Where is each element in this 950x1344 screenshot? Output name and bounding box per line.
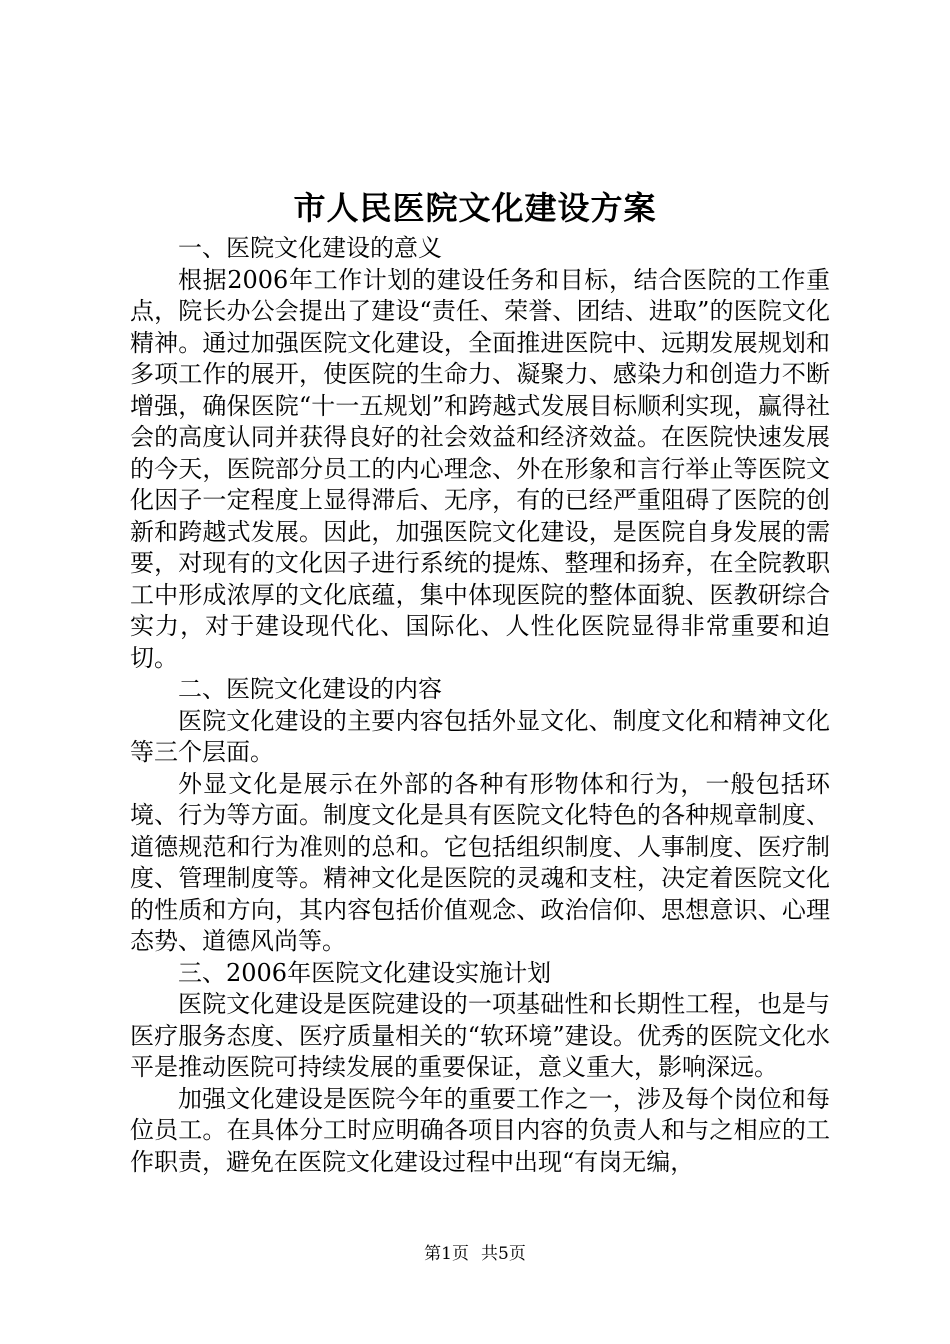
document-title: 市人民医院文化建设方案	[293, 189, 657, 227]
section-heading-3: 三、2006年医院文化建设实施计划	[178, 958, 552, 987]
section-heading-1: 一、医院文化建设的意义	[178, 234, 442, 262]
paragraph-content-overview: 医院文化建设的主要内容包括外显文化、制度文化和精神文化等三个层面。	[130, 706, 830, 766]
page-total: 共5页	[481, 1244, 526, 1264]
paragraph-plan-intro: 医院文化建设是医院建设的一项基础性和长期性工程，也是与医疗服务态度、医疗质量相关的“软环境”建设。优秀的医院文化水平是推动医院可持续发展的重要保证，意义重大，影响深远。	[130, 990, 830, 1081]
page-footer	[0, 1242, 950, 1266]
page-number: 第1页	[424, 1244, 469, 1264]
section-heading-2: 二、医院文化建设的内容	[178, 675, 442, 703]
paragraph-significance: 根据2006年工作计划的建设任务和目标，结合医院的工作重点，院长办公会提出了建设“责任、荣誉、团结、进取”的医院文化精神。通过加强医院文化建设，全面推进医院中、远期发展规划和多项工作的展开，使医院的生命力、凝聚力、感染力和创造力不断增强，确保医院“十一五规划”和跨越式发展目标顺利实现，赢得社会的高度认同并获得良好的社会效益和经济效益。在医院快速发展的今天，医院部分员工的内心理念、外在形象和言行举止等医院文化因子一定程度上显得滞后、无序，有的已经严重阻碍了医院的创新和跨越式发展。因此，加强医院文化建设，是医院自身发展的需要，对现有的文化因子进行系统的提炼、整理和扬弃，在全院教职工中形成浓厚的文化底蕴，集中体现医院的整体面貌、医教研综合实力，对于建设现代化、国际化、人性化医院显得非常重要和迫切。	[130, 265, 830, 672]
paragraph-culture-layers: 外显文化是展示在外部的各种有形物体和行为，一般包括环境、行为等方面。制度文化是具有医院文化特色的各种规章制度、道德规范和行为准则的总和。它包括组织制度、人事制度、医疗制度、管理制度等。精神文化是医院的灵魂和支柱，决定着医院文化的性质和方向，其内容包括价值观念、政治信仰、思想意识、心理态势、道德风尚等。	[130, 769, 830, 955]
document-body	[130, 233, 830, 1178]
paragraph-plan-duties: 加强文化建设是医院今年的重要工作之一，涉及每个岗位和每位员工。在具体分工时应明确各项目内容的负责人和与之相应的工作职责，避免在医院文化建设过程中出现“有岗无编，	[130, 1084, 830, 1176]
